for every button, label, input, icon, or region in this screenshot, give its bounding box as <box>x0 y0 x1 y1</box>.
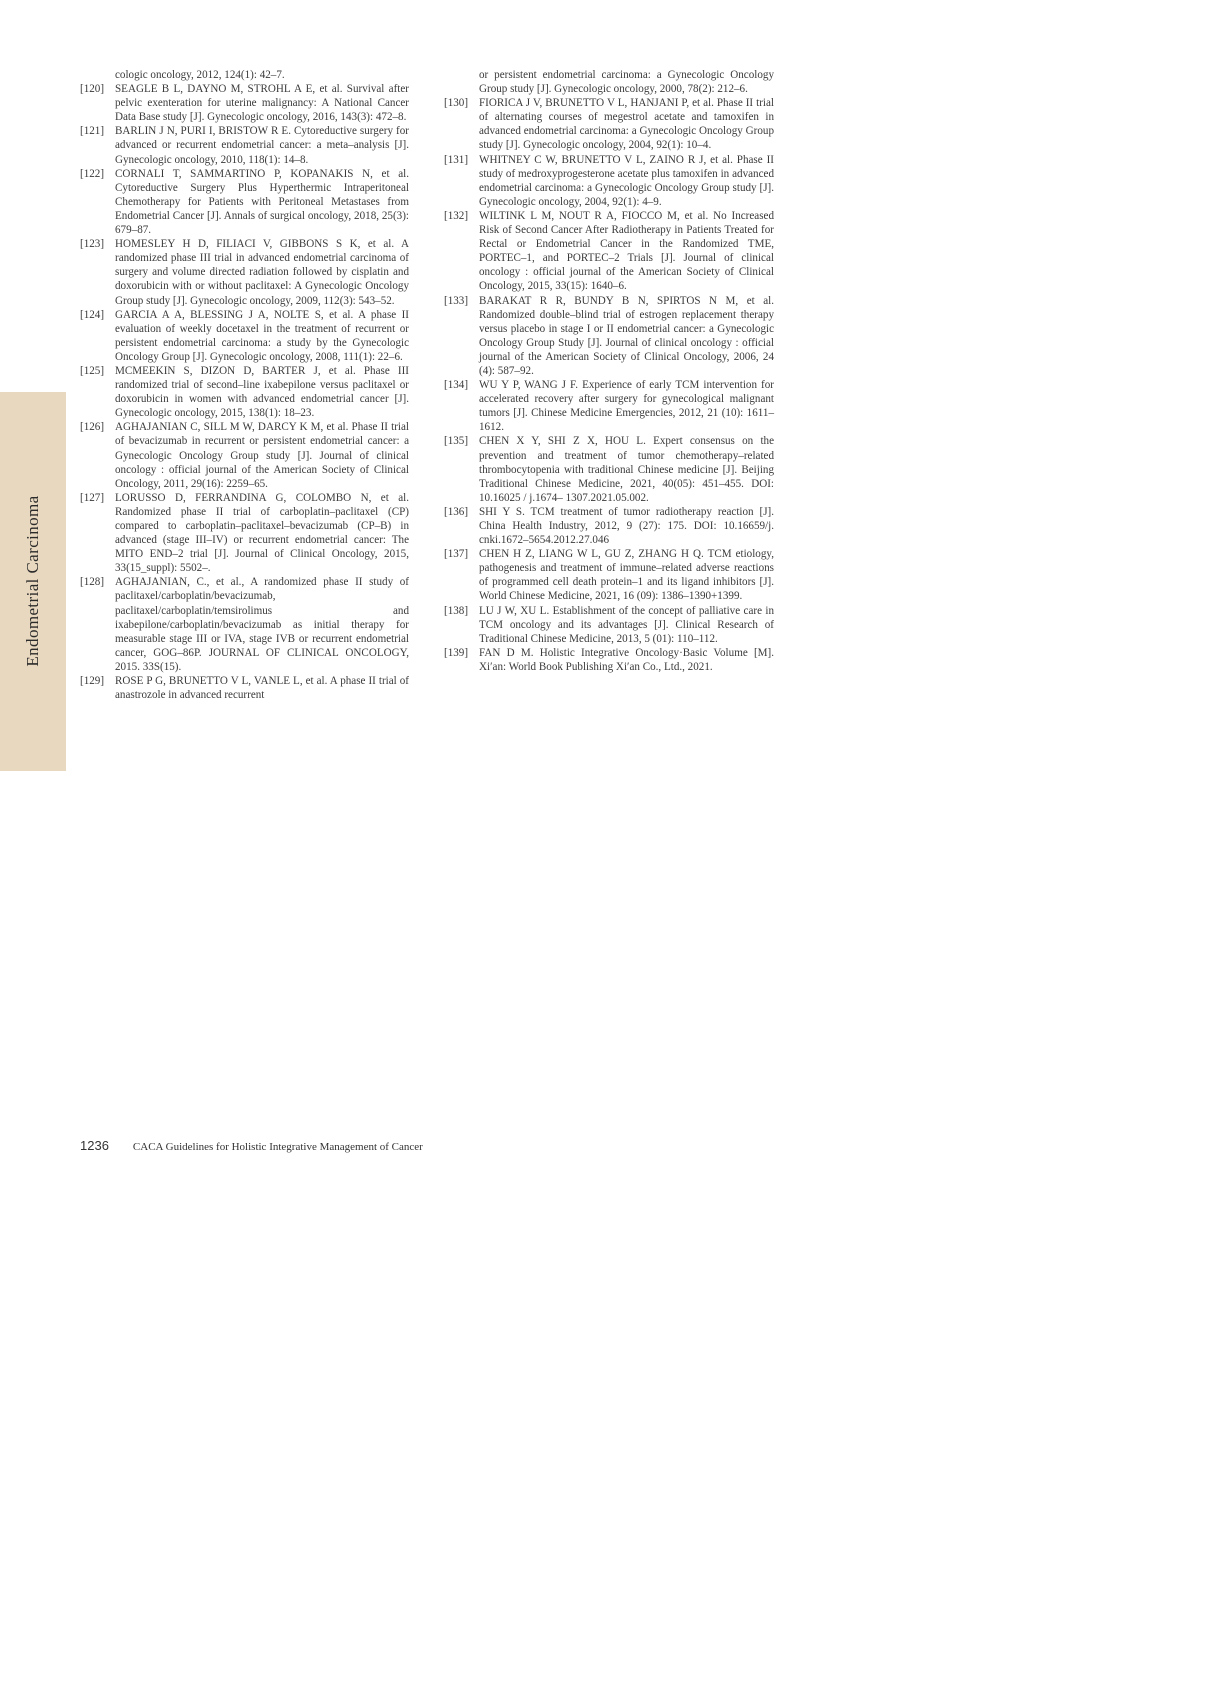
reference-number: [135] <box>444 435 469 448</box>
reference-text: MCMEEKIN S, DIZON D, BARTER J, et al. Phase III randomized trial of second–line ixabepilone versus paclitaxel or doxorubicin in women with advanced endometrial cancer [J]. Gynecologic oncology, 2015, 138(1): 18–23. <box>115 364 409 420</box>
reference-number: [123] <box>80 238 105 251</box>
reference-137 <box>444 547 774 603</box>
footer-title: CACA Guidelines for Holistic Integrative Management of Cancer <box>132 1141 423 1153</box>
reference-number: [121] <box>80 125 105 138</box>
reference-125 <box>80 364 409 420</box>
reference-131 <box>444 153 774 209</box>
reference-number: [120] <box>80 83 105 96</box>
page-footer <box>80 1137 423 1155</box>
reference-text: WU Y P, WANG J F. Experience of early TCM intervention for accelerated recovery after surgery for gynecological malignant tumors [J]. Chinese Medicine Emergencies, 2012, 21 (10): 1611–1612. <box>479 379 774 434</box>
reference-text: BARLIN J N, PURI I, BRISTOW R E. Cytoreductive surgery for advanced or recurrent endometrial cancer: a meta–analysis [J]. Gynecologic oncology, 2010, 118(1): 14–8. <box>115 125 409 166</box>
reference-133 <box>444 294 774 379</box>
reference-text: BARAKAT R R, BUNDY B N, SPIRTOS N M, et al. Randomized double–blind trial of estrogen replacement therapy versus placebo in stage I or II endometrial cancer: a Gynecologic Oncology Group Study [J]. Journal of clinical oncology : official journal of the American Society of Clinical Oncology, 2006, 24 (4): 587–92. <box>479 294 774 377</box>
reference-number: [130] <box>444 97 469 110</box>
reference-text: LORUSSO D, FERRANDINA G, COLOMBO N, et al. Randomized phase II trial of carboplatin–paclitaxel (CP) compared to carboplatin–paclitaxel–bevacizumab (CP–B) in advanced (stage III–IV) or recurrent endometrial cancer: The MITO END–2 trial [J]. Journal of Clinical Oncology, 2015, 33(15_suppl): 5502–. <box>115 491 409 575</box>
reference-number: [129] <box>80 675 105 688</box>
reference-text: CORNALI T, SAMMARTINO P, KOPANAKIS N, et al. Cytoreductive Surgery Plus Hyperthermic Intraperitoneal Chemotherapy for Patients with Peritoneal Metastases from Endometrial Cancer [J]. Annals of surgical oncology, 2018, 25(3): 679–87. <box>115 167 409 237</box>
reference-text: GARCIA A A, BLESSING J A, NOLTE S, et al. A phase II evaluation of weekly docetaxel in the treatment of recurrent or persistent endometrial carcinoma: a study by the Gynecologic Oncology Group [J]. Gynecologic oncology, 2008, 111(1): 22–6. <box>115 308 409 363</box>
reference-column-left <box>80 68 409 702</box>
reference-130 <box>444 96 774 152</box>
reference-number: [137] <box>444 548 469 561</box>
reference-129 <box>80 674 409 702</box>
reference-126 <box>80 420 409 490</box>
reference-number: [128] <box>80 576 105 589</box>
reference-continuation: cologic oncology, 2012, 124(1): 42–7. <box>115 69 285 81</box>
reference-text: AGHAJANIAN, C., et al., A randomized phase II study of paclitaxel/carboplatin/bevacizumab, paclitaxel/carboplatin/temsirolimus and ixabepilone/carboplatin/bevacizumab as initial therapy for measurable stage III or IVA, stage IVB or recurrent endometrial cancer, GOG–86P. JOURNAL OF CLINICAL ONCOLOGY, 2015. 33S(15). <box>115 576 409 673</box>
reference-135 <box>444 434 774 504</box>
reference-number: [131] <box>444 153 469 166</box>
reference-128 <box>80 575 409 674</box>
reference-column-right <box>444 68 774 674</box>
reference-number: [132] <box>444 209 469 222</box>
reference-number: [138] <box>444 604 469 617</box>
reference-134 <box>444 378 774 434</box>
reference-number: [134] <box>444 379 469 392</box>
reference-text: SHI Y S. TCM treatment of tumor radiotherapy reaction [J]. China Health Industry, 2012, 9 (27): 175. DOI: 10.16659/j. cnki.1672–5654.2012.27.046 <box>479 505 774 547</box>
reference-number: [124] <box>80 308 105 321</box>
reference-number: [136] <box>444 505 469 518</box>
reference-136 <box>444 505 774 547</box>
reference-138 <box>444 604 774 646</box>
reference-123 <box>80 237 409 307</box>
side-tab <box>0 392 66 771</box>
reference-text: ROSE P G, BRUNETTO V L, VANLE L, et al. A phase II trial of anastrozole in advanced recurrent <box>115 675 409 702</box>
reference-continuation: or persistent endometrial carcinoma: a Gynecologic Oncology Group study [J]. Gynecologic oncology, 2000, 78(2): 212–6. <box>479 69 774 96</box>
reference-number: [133] <box>444 294 469 307</box>
reference-number: [122] <box>80 167 105 180</box>
reference-139 <box>444 646 774 674</box>
reference-text: FIORICA J V, BRUNETTO V L, HANJANI P, et al. Phase II trial of alternating courses of megestrol acetate and tamoxifen in advanced endometrial carcinoma: a Gynecologic Oncology Group study [J]. Gynecologic oncology, 2004, 92(1): 10–4. <box>479 97 774 152</box>
reference-number: [126] <box>80 421 105 434</box>
reference-text: SEAGLE B L, DAYNO M, STROHL A E, et al. Survival after pelvic exenteration for uterine malignancy: A National Cancer Data Base study [J]. Gynecologic oncology, 2016, 143(3): 472–8. <box>115 83 409 124</box>
reference-127 <box>80 491 409 576</box>
reference-120 <box>80 82 409 124</box>
reference-121 <box>80 124 409 166</box>
reference-122 <box>80 167 409 237</box>
reference-text: LU J W, XU L. Establishment of the concept of palliative care in TCM oncology and its advantages [J]. Clinical Research of Traditional Chinese Medicine, 2013, 5 (01): 110–112. <box>479 604 774 645</box>
reference-124 <box>80 308 409 364</box>
reference-text: HOMESLEY H D, FILIACI V, GIBBONS S K, et al. A randomized phase III trial in advanced endometrial carcinoma of surgery and volume directed radiation followed by cisplatin and doxorubicin with or without paclitaxel: A Gynecologic Oncology Group study [J]. Gynecologic oncology, 2009, 112(3): 543–52. <box>115 238 409 307</box>
page-number: 1236 <box>80 1138 109 1153</box>
reference-number: [127] <box>80 491 105 504</box>
side-tab-label: Endometrial Carcinoma <box>23 495 42 667</box>
reference-text: FAN D M. Holistic Integrative Oncology·Basic Volume [M]. Xi′an: World Book Publishing Xi′an Co., Ltd., 2021. <box>479 646 774 673</box>
reference-132 <box>444 209 774 294</box>
reference-text: WILTINK L M, NOUT R A, FIOCCO M, et al. No Increased Risk of Second Cancer After Radiotherapy in Patients Treated for Rectal or Endometrial Cancer in the Randomized TME, PORTEC–1, and PORTEC–2 Trials [J]. Journal of clinical oncology : official journal of the American Society of Clinical Oncology, 2015, 33(15): 1640–6. <box>479 209 774 293</box>
reference-number: [139] <box>444 646 469 659</box>
reference-text: CHEN H Z, LIANG W L, GU Z, ZHANG H Q. TCM etiology, pathogenesis and treatment of immune–related adverse reactions of programmed cell death protein–1 and its ligand inhibitors [J]. World Chinese Medicine, 2021, 16 (09): 1386–1390+1399. <box>479 548 774 603</box>
reference-text: WHITNEY C W, BRUNETTO V L, ZAINO R J, et al. Phase II study of medroxyprogesterone acetate plus tamoxifen in advanced endometrial carcinoma: a Gynecologic Oncology Group study [J]. Gynecologic oncology, 2004, 92(1): 4–9. <box>479 153 774 208</box>
reference-text: CHEN X Y, SHI Z X, HOU L. Expert consensus on the prevention and treatment of tumor chemotherapy–related thrombocytopenia with traditional Chinese medicine [J]. Beijing Traditional Chinese Medicine, 2021, 40(05): 451–455. DOI: 10.16025 / j.1674– 1307.2021.05.002. <box>479 435 774 504</box>
reference-number: [125] <box>80 364 105 377</box>
reference-text: AGHAJANIAN C, SILL M W, DARCY K M, et al. Phase II trial of bevacizumab in recurrent or persistent endometrial cancer: a Gynecologic Oncology Group study [J]. Journal of clinical oncology : official journal of the American Society of Clinical Oncology, 2011, 29(16): 2259–65. <box>115 421 409 490</box>
